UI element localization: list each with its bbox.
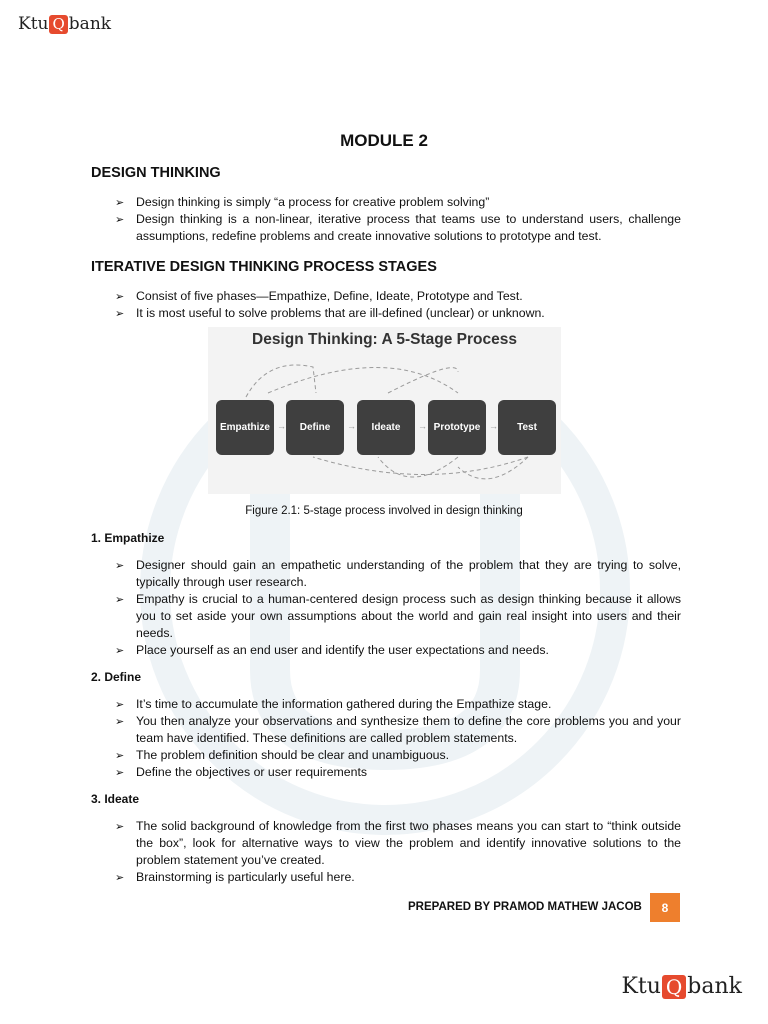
arrow-right-icon: → xyxy=(277,421,286,431)
prepared-by-footer: PREPARED BY PRAMOD MATHEW JACOB xyxy=(408,901,642,913)
arrow-right-icon: → xyxy=(347,421,356,431)
heading-empathize: 1. Empathize xyxy=(91,531,165,545)
empathize-bullets xyxy=(115,557,681,659)
bullet-item: ➢ Brainstorming is particularly useful here. xyxy=(115,869,681,886)
ideate-bullets xyxy=(115,818,681,886)
page-number-badge: 8 xyxy=(650,893,680,922)
stage-test: Test xyxy=(498,400,556,455)
bullet-item: ➢ Define the objectives or user requirements xyxy=(115,764,681,781)
design-thinking-bullets xyxy=(115,194,681,245)
ktuqbank-logo xyxy=(18,14,111,34)
logo-text-ktu: Ktu xyxy=(18,14,49,34)
bullet-item: ➢ It’s time to accumulate the information gathered during the Empathize stage. xyxy=(115,696,681,713)
bullet-item: ➢ The problem definition should be clear and unambiguous. xyxy=(115,747,681,764)
figure-caption: Figure 2.1: 5-stage process involved in design thinking xyxy=(245,505,523,517)
section-heading-process-stages: ITERATIVE DESIGN THINKING PROCESS STAGES xyxy=(91,259,437,275)
stage-define: Define xyxy=(286,400,344,455)
stage-ideate: Ideate xyxy=(357,400,415,455)
design-thinking-figure xyxy=(208,327,561,494)
logo-text-ktu: Ktu xyxy=(621,974,661,999)
bullet-item: ➢ Empathy is crucial to a human-centered design process such as design thinking because it allows you to set aside your own assumptions about the world and gain real insight into users and their needs. xyxy=(115,591,681,642)
stage-empathize: Empathize xyxy=(216,400,274,455)
bullet-item: ➢ Place yourself as an end user and identify the user expectations and needs. xyxy=(115,642,681,659)
define-bullets xyxy=(115,696,681,781)
logo-q-badge: Q xyxy=(49,15,67,34)
arrow-right-icon: → xyxy=(489,421,498,431)
ktuqbank-logo-bottom xyxy=(621,974,742,999)
bullet-item: ➢ Design thinking is simply “a process for creative problem solving” xyxy=(115,194,681,211)
bullet-item: ➢ You then analyze your observations and synthesize them to define the core problems you and your team have identified. These definitions are called problem statements. xyxy=(115,713,681,747)
logo-text-bank: bank xyxy=(687,974,742,999)
heading-ideate: 3. Ideate xyxy=(91,792,140,806)
bullet-item: ➢ Design thinking is a non-linear, iterative process that teams use to understand users, challenge assumptions, redefine problems and create innovative solutions to prototype and test. xyxy=(115,211,681,245)
bullet-item: ➢ Consist of five phases—Empathize, Define, Ideate, Prototype and Test. xyxy=(115,288,681,305)
stage-prototype: Prototype xyxy=(428,400,486,455)
logo-q-badge: Q xyxy=(662,975,686,999)
arrow-right-icon: → xyxy=(418,421,427,431)
module-title: MODULE 2 xyxy=(340,131,428,150)
logo-text-bank: bank xyxy=(68,14,112,34)
bullet-item: ➢ Designer should gain an empathetic understanding of the problem that they are trying to solve, typically through user research. xyxy=(115,557,681,591)
bullet-item: ➢ It is most useful to solve problems that are ill-defined (unclear) or unknown. xyxy=(115,305,681,322)
figure-title: Design Thinking: A 5-Stage Process xyxy=(252,331,517,348)
section-heading-design-thinking: DESIGN THINKING xyxy=(91,165,221,181)
bullet-item: ➢ The solid background of knowledge from the first two phases means you can start to “think outside the box”, look for alternative ways to view the problem and identify innovative solutions to the problem statement you’ve created. xyxy=(115,818,681,869)
heading-define: 2. Define xyxy=(91,670,142,684)
process-stages-bullets xyxy=(115,288,681,322)
